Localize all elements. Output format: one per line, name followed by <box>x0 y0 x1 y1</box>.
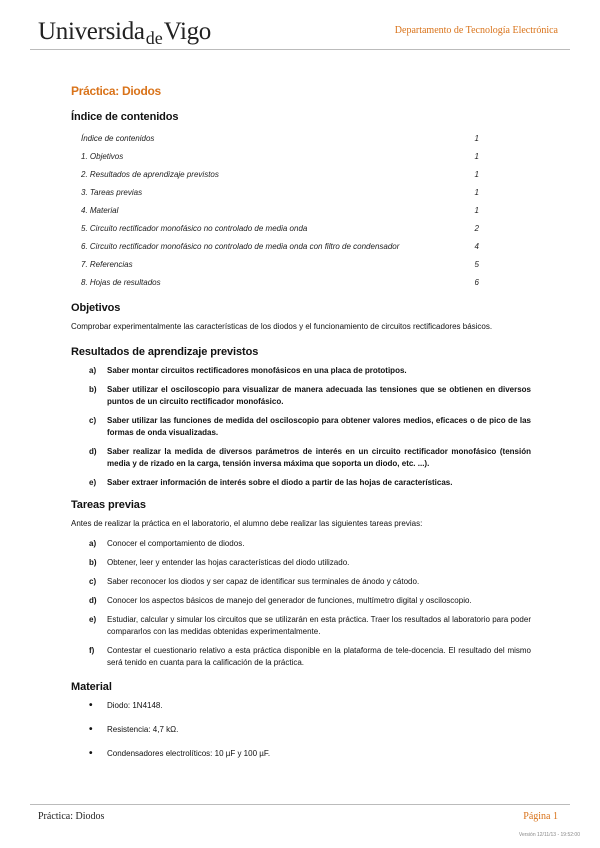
list-item <box>71 365 531 377</box>
page-header <box>0 0 600 52</box>
list-item-text: Saber utilizar el osciloscopio para visualizar de manera adecuada las tensiones que se obtienen en diversos puntos de un circuito rectificador monofásico. <box>107 385 531 406</box>
list-marker: d) <box>89 447 97 456</box>
list-item <box>71 700 531 712</box>
toc-entry-label: 5. Circuito rectificador monofásico no controlado de media onda <box>81 224 308 233</box>
list-marker: c) <box>89 577 97 586</box>
list-item-text: Saber realizar la medida de diversos parámetros de interés en un circuito rectificador monofásico (tensión media y de rizado en la carga, tensión inversa máxima que soporta un diodo, etc. ...). <box>107 447 531 468</box>
resultados-heading: Resultados de aprendizaje previstos <box>71 346 259 358</box>
toc-entry-page: 1 <box>474 134 479 143</box>
footer-divider <box>30 804 570 805</box>
version-stamp: Versión 12/11/13 - 19:52:00 <box>518 832 580 838</box>
list-item-text: Obtener, leer y entender las hojas características del diodo utilizado. <box>107 558 350 567</box>
toc-entry[interactable] <box>81 238 479 256</box>
toc-entry-page: 4 <box>474 242 479 251</box>
toc-entry-label: 1. Objetivos <box>81 152 124 161</box>
list-marker: a) <box>89 366 97 375</box>
list-item <box>71 384 531 408</box>
material-heading: Material <box>71 681 112 693</box>
list-item-text: Condensadores electrolíticos: 10 µF y 100 µF. <box>107 749 271 758</box>
tareas-list <box>71 538 531 669</box>
list-item <box>71 557 531 569</box>
objetivos-heading: Objetivos <box>71 302 121 314</box>
table-of-contents <box>81 130 479 292</box>
university-logo <box>38 18 211 46</box>
toc-entry-page: 1 <box>474 152 479 161</box>
list-item <box>71 595 531 607</box>
resultados-list <box>71 365 531 489</box>
list-item-text: Saber montar circuitos rectificadores monofásicos en una placa de prototipos. <box>107 366 407 375</box>
toc-entry[interactable] <box>81 184 479 202</box>
list-marker: a) <box>89 539 97 548</box>
list-item <box>71 724 531 736</box>
list-item-text: Resistencia: 4,7 kΩ. <box>107 725 179 734</box>
list-item <box>71 748 531 760</box>
list-item <box>71 415 531 439</box>
list-item-text: Contestar el cuestionario relativo a esta práctica disponible en la plataforma de tele-docencia. El resultado del mismo será tenido en cuanta para la calificación de la práctica. <box>107 646 531 667</box>
toc-entry-page: 1 <box>474 188 479 197</box>
tareas-heading: Tareas previas <box>71 499 146 511</box>
toc-entry[interactable] <box>81 148 479 166</box>
list-item-text: Saber extraer información de interés sobre el diodo a partir de las hojas de características. <box>107 478 453 487</box>
list-item <box>71 645 531 669</box>
tareas-intro: Antes de realizar la práctica en el laboratorio, el alumno debe realizar las siguientes tareas previas: <box>71 519 423 528</box>
list-item <box>71 446 531 470</box>
list-marker: e) <box>89 478 97 487</box>
toc-entry[interactable] <box>81 220 479 238</box>
toc-entry-page: 5 <box>474 260 479 269</box>
document-title: Práctica: Diodos <box>71 84 161 98</box>
toc-entry-label: 2. Resultados de aprendizaje previstos <box>81 170 219 179</box>
toc-heading: Índice de contenidos <box>71 111 179 123</box>
list-item <box>71 477 531 489</box>
list-marker: b) <box>89 558 97 567</box>
toc-entry[interactable] <box>81 274 479 292</box>
toc-entry-label: Índice de contenidos <box>81 134 155 143</box>
toc-entry-label: 6. Circuito rectificador monofásico no controlado de media onda con filtro de condensador <box>81 242 400 251</box>
footer-page-number: Página 1 <box>523 811 558 822</box>
objetivos-text: Comprobar experimentalmente las características de los diodos y el funcionamiento de circuitos rectificadores básicos. <box>71 322 493 331</box>
list-marker: b) <box>89 385 97 394</box>
toc-entry-page: 6 <box>474 278 479 287</box>
list-marker: e) <box>89 615 97 624</box>
header-divider <box>30 49 570 50</box>
toc-entry-label: 3. Tareas previas <box>81 188 143 197</box>
bullet-icon: • <box>89 724 93 735</box>
list-item-text: Saber utilizar las funciones de medida del osciloscopio para obtener valores medios, eficaces o de pico de las formas de onda visualizadas. <box>107 416 531 437</box>
list-item-text: Saber reconocer los diodos y ser capaz de identificar sus terminales de ánodo y cátodo. <box>107 577 420 586</box>
logo-text-de: de <box>145 28 163 48</box>
list-item <box>71 576 531 588</box>
toc-entry-page: 2 <box>474 224 479 233</box>
list-marker: d) <box>89 596 97 605</box>
department-name: Departamento de Tecnología Electrónica <box>394 25 558 36</box>
toc-entry-label: 7. Referencias <box>81 260 133 269</box>
list-item-text: Estudiar, calcular y simular los circuitos que se utilizarán en esta práctica. Traer los resultados al laboratorio para poder compararlos con las medidas obtenidas experimentalmente. <box>107 615 531 636</box>
list-marker: c) <box>89 416 97 425</box>
toc-entry[interactable] <box>81 130 479 148</box>
toc-entry-page: 1 <box>474 170 479 179</box>
logo-text-universida: Universida <box>38 18 145 45</box>
list-item <box>71 614 531 638</box>
toc-entry[interactable] <box>81 256 479 274</box>
toc-entry[interactable] <box>81 166 479 184</box>
list-item-text: Conocer los aspectos básicos de manejo del generador de funciones, multímetro digital y osciloscopio. <box>107 596 472 605</box>
list-marker: f) <box>89 646 95 655</box>
list-item-text: Conocer el comportamiento de diodos. <box>107 539 245 548</box>
toc-entry[interactable] <box>81 202 479 220</box>
toc-entry-page: 1 <box>474 206 479 215</box>
list-item <box>71 538 531 550</box>
bullet-icon: • <box>89 748 93 759</box>
logo-text-vigo: Vigo <box>163 18 212 45</box>
list-item-text: Diodo: 1N4148. <box>107 701 163 710</box>
footer-document-title: Práctica: Diodos <box>38 811 105 822</box>
material-list <box>71 700 531 760</box>
bullet-icon: • <box>89 700 93 711</box>
toc-entry-label: 4. Material <box>81 206 119 215</box>
toc-entry-label: 8. Hojas de resultados <box>81 278 161 287</box>
document-body <box>71 84 531 767</box>
